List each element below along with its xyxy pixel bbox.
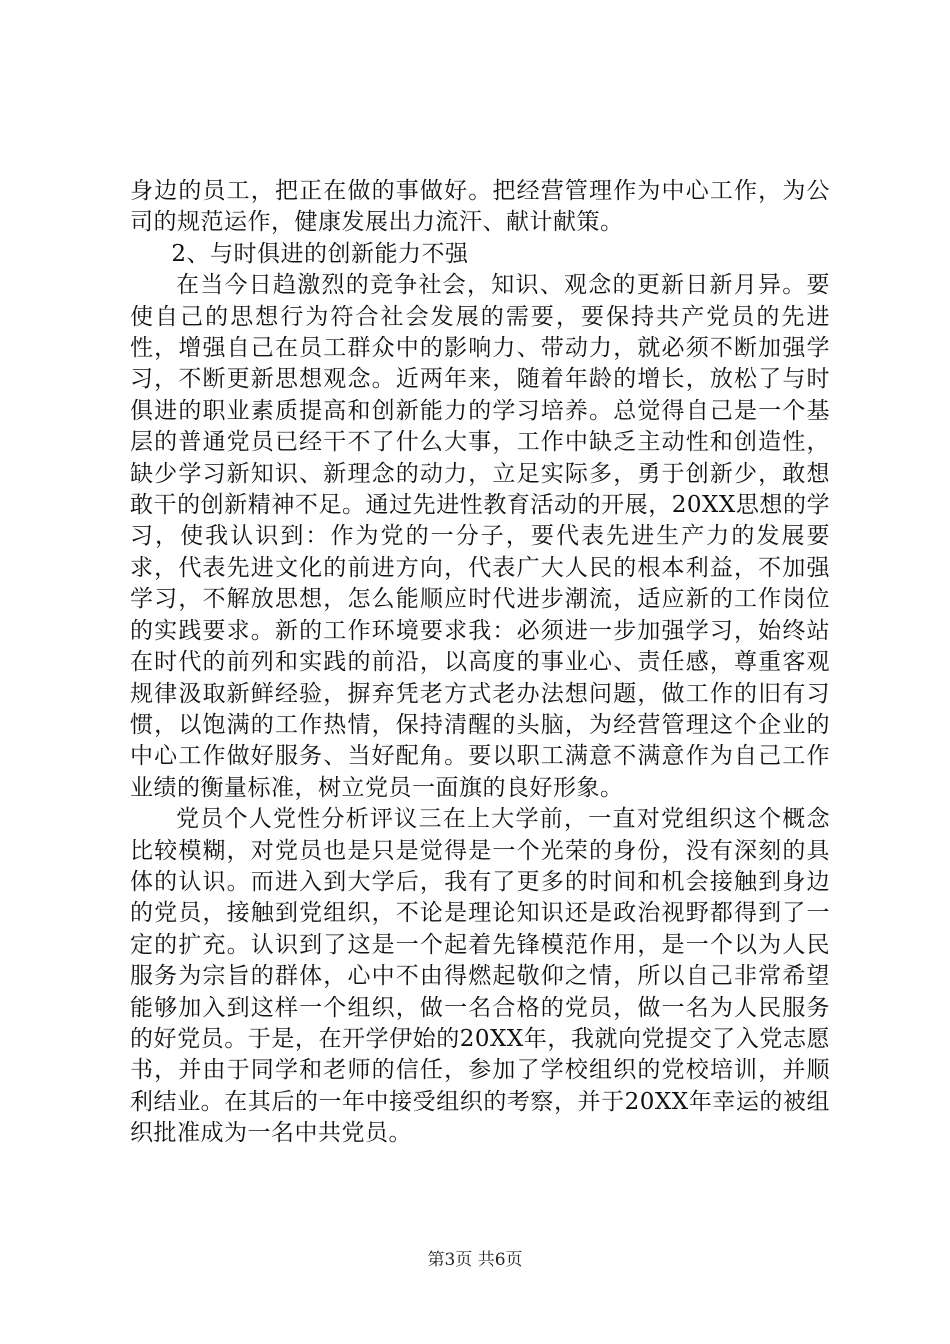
- page-footer: 第3页 共6页: [427, 1250, 523, 1270]
- paragraph-continuation: 身边的员工，把正在做的事做好。把经营管理作为中心工作，为公司的规范运作，健康发展出力流汗、献计献策。: [130, 178, 830, 236]
- paragraph-innovation: 在当今日趋激烈的竞争社会，知识、观念的更新日新月异。要使自己的思想行为符合社会发展的需要，要保持共产党员的先进性，增强自己在员工群众中的影响力、带动力，就必须不断加强学习，不断更新思想观念。近两年来，随着年龄的增长，放松了与时俱进的职业素质提高和创新能力的学习培养。总觉得自己是一个基层的普通党员已经干不了什么大事，工作中缺乏主动性和创造性，缺少学习新知识、新理念的动力，立足实际多，勇于创新少，敢想敢干的创新精神不足。通过先进性教育活动的开展，20XX思想的学习，使我认识到：作为党的一分子，要代表先进生产力的发展要求，代表先进文化的前进方向，代表广大人民的根本利益，不加强学习，不解放思想，怎么能顺应时代进步潮流，适应新的工作岗位的实践要求。新的工作环境要求我：必须进一步加强学习，始终站在时代的前列和实践的前沿，以高度的事业心、责任感，尊重客观规律汲取新鲜经验，摒弃凭老方式老办法想问题，做工作的旧有习惯，以饱满的工作热情，保持清醒的头脑，为经营管理这个企业的中心工作做好服务、当好配角。要以职工满意不满意作为自己工作业绩的衡量标准，树立党员一面旗的良好形象。: [130, 272, 830, 801]
- document-body: [130, 176, 830, 1150]
- section-heading-2: 2、与时俱进的创新能力不强: [171, 240, 469, 267]
- paragraph-part-three: 党员个人党性分析评议三在上大学前，一直对党组织这个概念比较模糊，对党员也是只是觉得是一个光荣的身份，没有深刻的具体的认识。而进入到大学后，我有了更多的时间和机会接触到身边的党员，接触到党组织，不论是理论知识还是政治视野都得到了一定的扩充。认识到了这是一个起着先锋模范作用，是一个以为人民服务为宗旨的群体，心中不由得燃起敬仰之情，所以自己非常希望能够加入到这样一个组织，做一名合格的党员，做一名为人民服务的好党员。于是，在开学伊始的20XX年，我就向党提交了入党志愿书，并由于同学和老师的信任，参加了学校组织的党校培训，并顺利结业。在其后的一年中接受组织的考察，并于20XX年幸运的被组织批准成为一名中共党员。: [130, 806, 830, 1147]
